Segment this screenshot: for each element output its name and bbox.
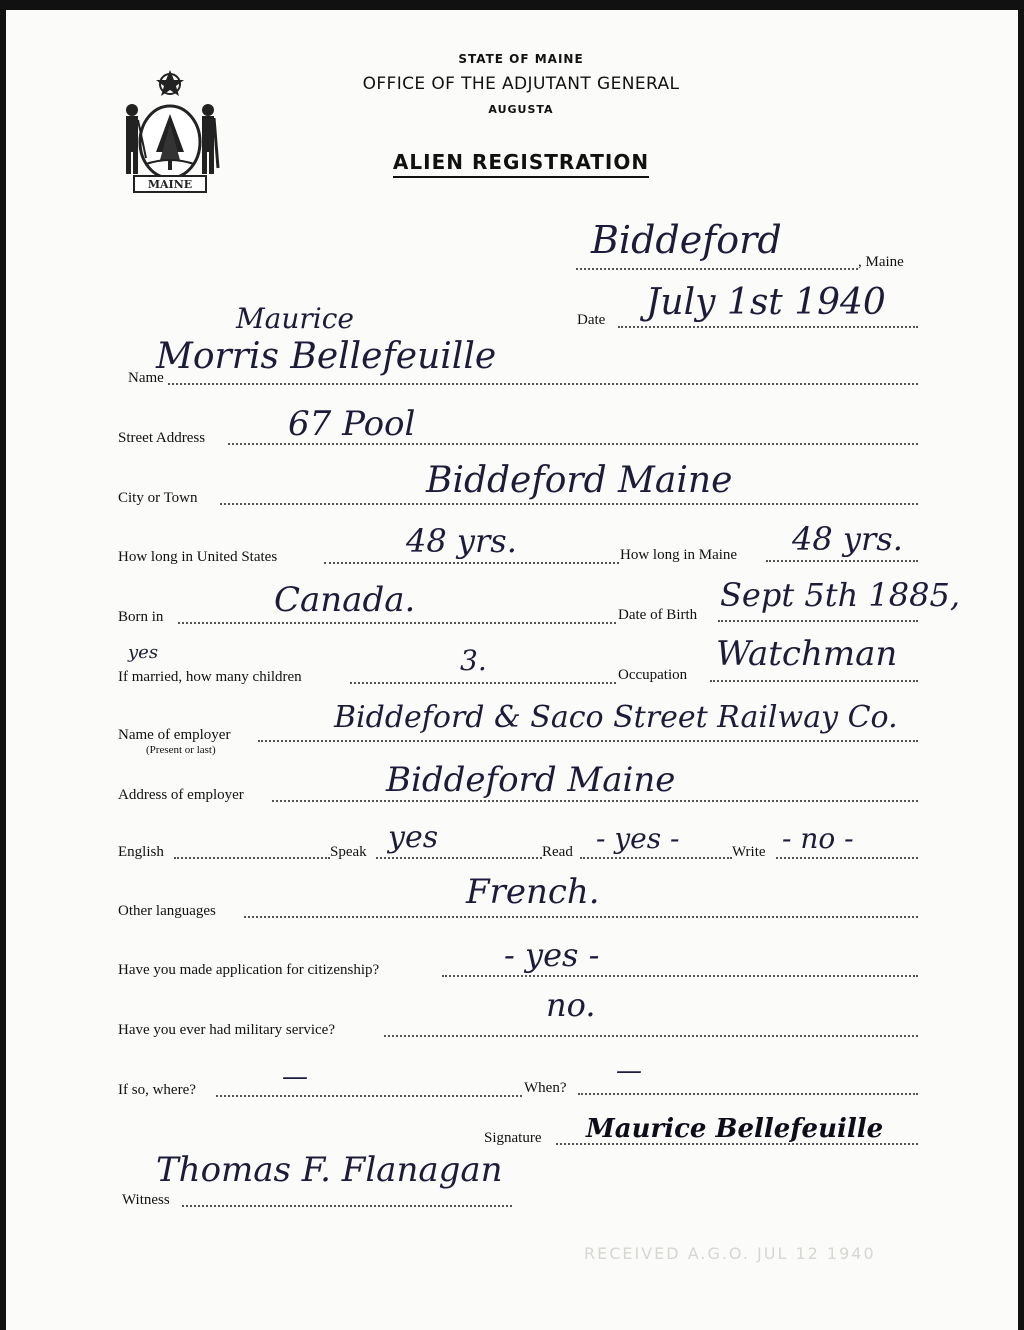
employer-label: Name of employer [118, 727, 231, 743]
street-value: 67 Pool [288, 404, 416, 444]
military-label: Have you ever had military service? [118, 1022, 335, 1038]
maine-state-seal-icon [114, 68, 226, 196]
born-in-value: Canada. [274, 580, 416, 620]
children-value: 3. [460, 644, 487, 677]
military-value: no. [546, 986, 596, 1024]
dob-value: Sept 5th 1885, [720, 576, 960, 614]
name-label: Name [128, 370, 164, 386]
city-label: City or Town [118, 490, 198, 506]
city-heading: AUGUSTA [488, 103, 554, 116]
employer-address-label: Address of employer [118, 787, 244, 803]
when-value: — [616, 1056, 642, 1086]
how-long-us-label: How long in United States [118, 549, 278, 565]
how-long-maine-label: How long in Maine [620, 547, 738, 563]
occupation-label: Occupation [618, 667, 688, 683]
other-languages-value: French. [466, 872, 600, 912]
born-in-label: Born in [118, 609, 164, 625]
employer-address-value: Biddeford Maine [386, 760, 676, 800]
witness-label: Witness [122, 1192, 170, 1208]
employer-sub-label: (Present or last) [146, 744, 216, 756]
write-value: - no - [782, 822, 854, 855]
form-title: ALIEN REGISTRATION [306, 150, 736, 174]
signature-label: Signature [484, 1130, 542, 1146]
when-label: When? [524, 1080, 567, 1096]
married-note-value: yes [128, 642, 159, 663]
occupation-value: Watchman [716, 634, 898, 674]
name-correction-value: Maurice [236, 302, 354, 335]
how-long-maine-value: 48 yrs. [792, 520, 903, 558]
city-value: Biddeford Maine [426, 460, 733, 501]
received-stamp: RECEIVED A.G.O. JUL 12 1940 [584, 1244, 876, 1263]
office-heading: OFFICE OF THE ADJUTANT GENERAL [362, 74, 680, 94]
how-long-us-value: 48 yrs. [406, 522, 517, 560]
street-label: Street Address [118, 430, 206, 446]
read-value: - yes - [596, 822, 680, 855]
read-label: Read [542, 844, 573, 860]
town-value: Biddeford [591, 218, 782, 262]
svg-text:MAINE: MAINE [147, 178, 193, 191]
write-label: Write [732, 844, 766, 860]
other-languages-label: Other languages [118, 903, 216, 919]
date-label: Date [577, 312, 606, 328]
witness-value: Thomas F. Flanagan [156, 1150, 503, 1190]
state-heading: STATE OF MAINE [458, 52, 584, 66]
date-value: July 1st 1940 [646, 282, 886, 323]
name-value: Morris Bellefeuille [156, 336, 497, 377]
dob-label: Date of Birth [618, 607, 698, 623]
citizenship-label: Have you made application for citizenship? [118, 962, 380, 978]
speak-value: yes [388, 820, 439, 855]
citizenship-value: - yes - [504, 936, 600, 974]
where-label: If so, where? [118, 1082, 196, 1098]
married-label: If married, how many children [118, 669, 302, 685]
signature-value: Maurice Bellefeuille [586, 1114, 884, 1144]
speak-label: Speak [330, 844, 367, 860]
employer-value: Biddeford & Saco Street Railway Co. [334, 700, 898, 735]
maine-label: , Maine [858, 254, 904, 270]
scan-edge [6, 0, 1024, 10]
english-label: English [118, 844, 164, 860]
where-value: — [282, 1062, 308, 1092]
